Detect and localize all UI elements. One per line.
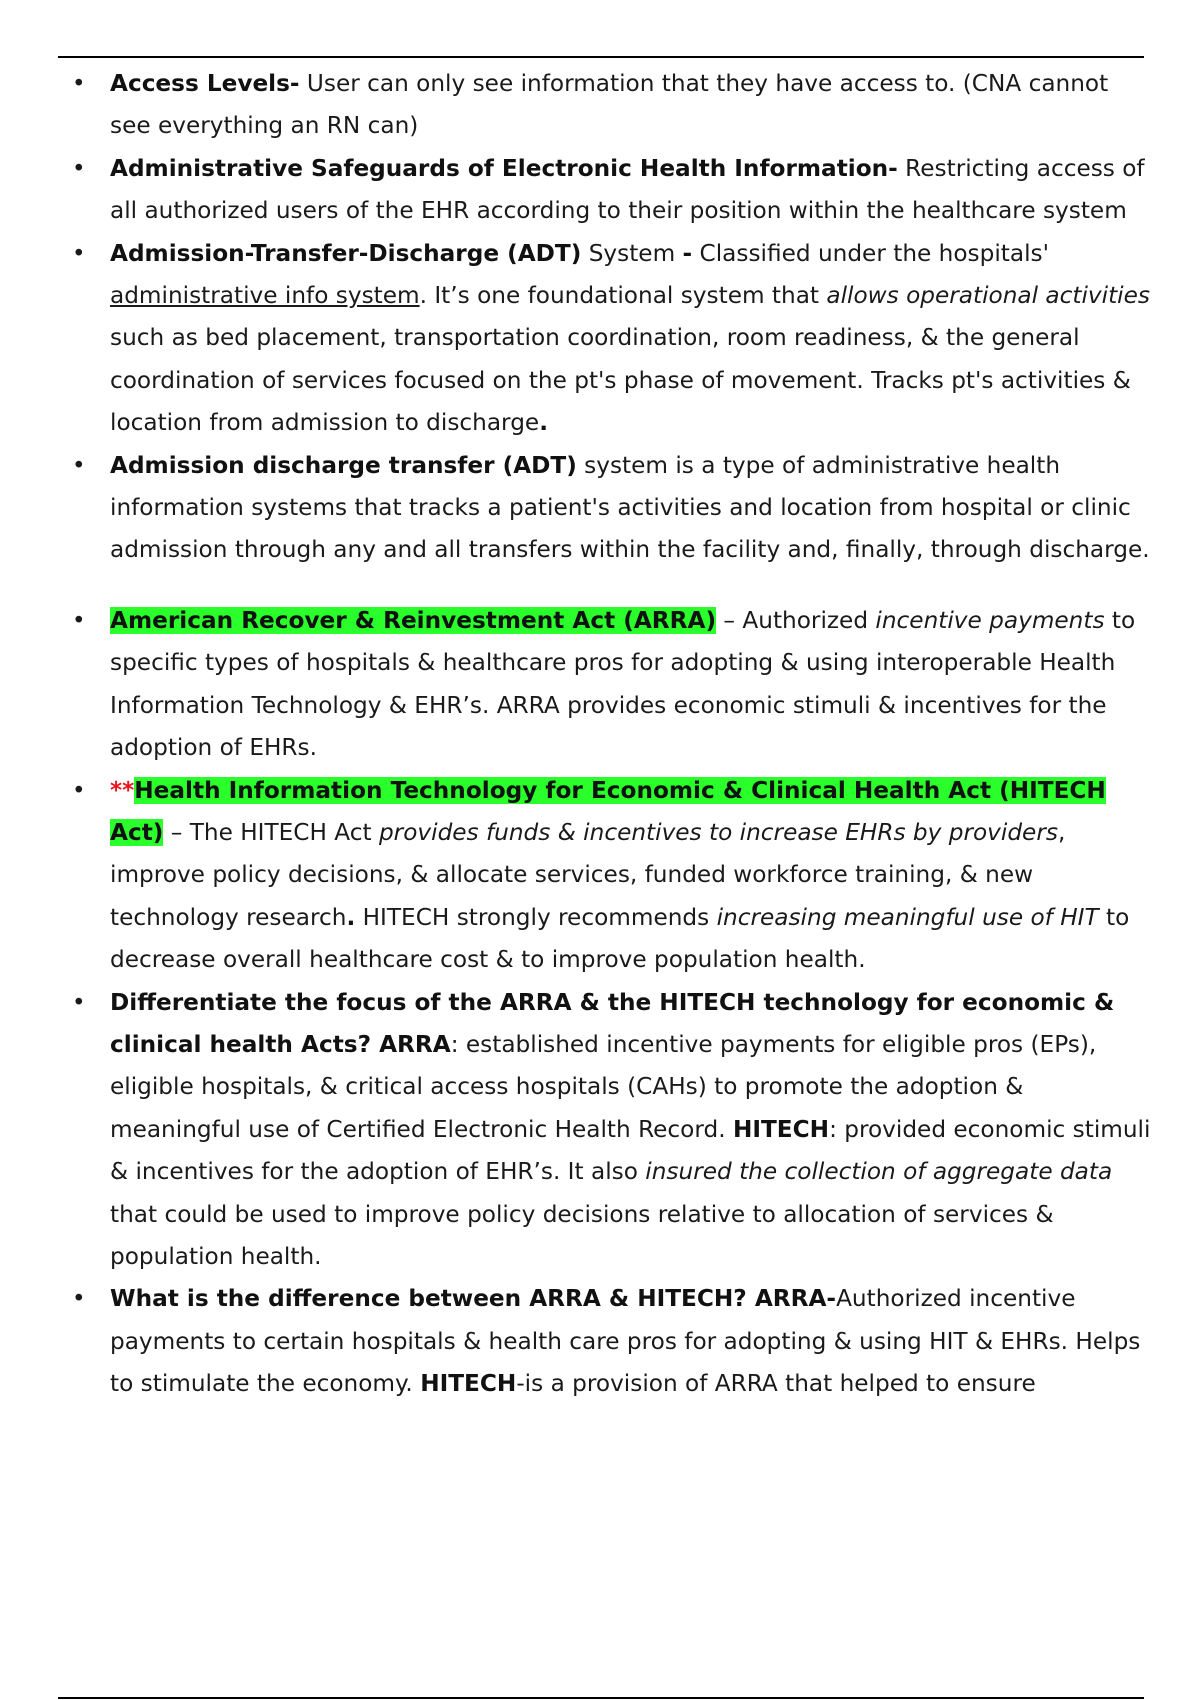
- definition: : established incentive payments for eligible pros (EPs), eligible hospitals, & critical access hospitals (CAHs) to promote the adoption & meaningful use of Certified Electronic Health Record.: [110, 1030, 1097, 1143]
- bullet: •: [72, 607, 86, 634]
- highlighted-term: Health Information Technology for Economic & Clinical Health Act (HITECH Act): [110, 776, 1106, 846]
- term: Differentiate the focus of the ARRA & the HITECH technology for economic & clinical health Acts? ARRA: [110, 988, 1115, 1058]
- bottom-rule: [58, 1697, 1144, 1699]
- spacer: [0, 572, 1200, 600]
- bullet: •: [72, 71, 86, 97]
- definition: – Authorized: [716, 606, 876, 634]
- definition: . It’s one foundational system that: [419, 282, 827, 310]
- italic-phrase: increasing meaningful use of HIT: [716, 903, 1099, 931]
- term: Administrative Safeguards of Electronic Health Information-: [110, 154, 898, 182]
- top-rule: [58, 56, 1144, 58]
- underlined-phrase: administrative info system: [110, 282, 420, 310]
- bullet: •: [72, 1286, 86, 1313]
- definition: : provided economic stimuli & incentives for the adoption of EHR’s. It also: [110, 1115, 1151, 1186]
- definition: Classified under the hospitals': [692, 239, 1049, 267]
- bullet: •: [72, 155, 86, 182]
- period: .: [346, 903, 356, 931]
- bullet: •: [72, 452, 86, 479]
- list-item-difference: [0, 1278, 1200, 1405]
- term: HITECH: [420, 1370, 517, 1398]
- definition: system is a type of administrative health information systems that tracks a patient's activities and location from hospital or clinic admission through any and all transfers within the facility and, finally, through discharge.: [110, 451, 1150, 564]
- italic-phrase: insured the collection of aggregate data: [645, 1158, 1113, 1186]
- bullet: •: [72, 989, 86, 1016]
- asterisk-marker: **: [110, 776, 135, 804]
- definition: to decrease overall healthcare cost & to improve population health.: [110, 903, 1130, 974]
- italic-phrase: incentive payments: [875, 606, 1105, 634]
- list-item-administrative-safeguards: [0, 148, 1200, 233]
- list-item-adt-transfer: [0, 445, 1200, 572]
- period: .: [539, 409, 548, 437]
- definition: such as bed placement, transportation coordination, room readiness, & the general coordination of services focused on the pt's phase of movement. Tracks pt's activities & location from admission to discharge: [110, 324, 1131, 437]
- highlighted-term: American Recover & Reinvestment Act (ARRA): [110, 606, 717, 634]
- italic-phrase: provides funds & incentives to increase EHRs by providers: [378, 818, 1058, 846]
- list-item-access-levels: [0, 63, 1200, 148]
- definition: User can only see information that they have access to. (CNA cannot see everything an RN can): [110, 70, 1109, 140]
- dash: -: [682, 239, 693, 267]
- term: HITECH: [732, 1115, 830, 1143]
- list-item-arra: [0, 600, 1200, 770]
- bullet: •: [72, 777, 86, 804]
- definition: that could be used to improve policy decisions relative to allocation of services & population health.: [110, 1200, 1054, 1270]
- list-item-differentiate: [0, 982, 1200, 1279]
- list-item-hitech: [0, 770, 1200, 982]
- term: Admission discharge transfer (ADT): [110, 451, 577, 479]
- definition: to specific types of hospitals & healthcare pros for adopting & using interoperable Health Information Technology & EHR’s. ARRA provides economic stimuli & incentives for the adoption of EHRs.: [110, 606, 1136, 762]
- definition: , improve policy decisions, & allocate services, funded workforce training, & new technology research: [110, 818, 1066, 931]
- definition: Authorized incentive payments to certain hospitals & health care pros for adopting & using HIT & EHRs. Helps to stimulate the economy.: [110, 1285, 1141, 1398]
- term: Admission-Transfer-Discharge (ADT): [110, 239, 582, 267]
- italic-phrase: allows operational activities: [826, 282, 1150, 310]
- definition: HITECH strongly recommends: [355, 903, 717, 931]
- term: What is the difference between ARRA & HITECH? ARRA-: [110, 1285, 837, 1313]
- document-body: [0, 63, 1200, 1406]
- bullet: •: [72, 240, 86, 267]
- definition: System: [581, 239, 683, 267]
- definition: – The HITECH Act: [163, 818, 379, 846]
- term: Access Levels-: [110, 70, 300, 97]
- definition: Restricting access of all authorized users of the EHR according to their position within the healthcare system: [110, 154, 1145, 225]
- definition: -is a provision of ARRA that helped to ensure: [516, 1370, 1036, 1398]
- list-item-adt-system: [0, 233, 1200, 445]
